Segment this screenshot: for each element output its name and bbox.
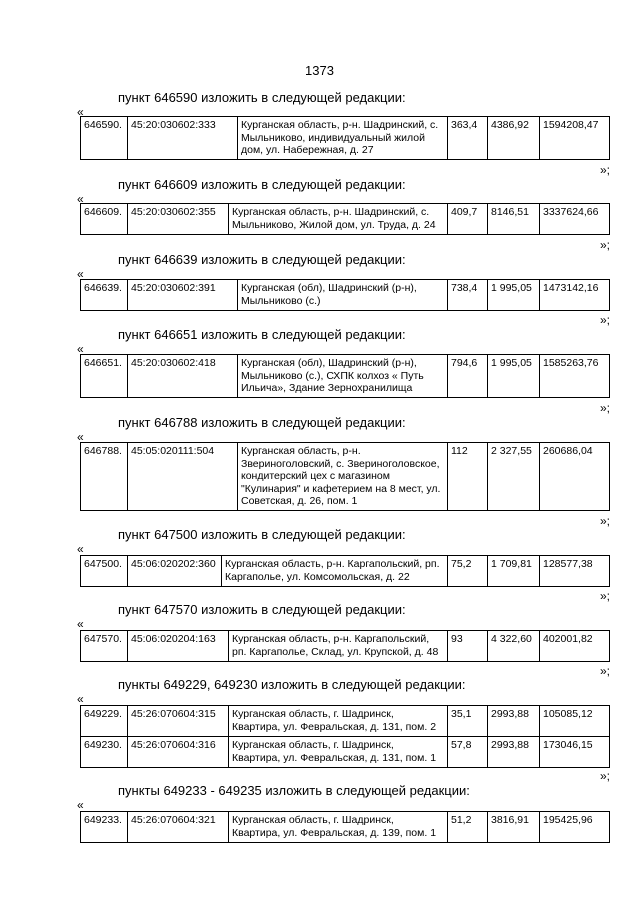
entry-table [80,630,610,662]
specific-value: 8146,51 [488,204,540,235]
area: 57,8 [448,737,488,768]
row-number: 647500. [81,556,128,587]
section-intro: пункт 646609 изложить в следующей редакции: [118,177,406,192]
cadastral-value: 3337624,66 [540,204,610,235]
quote-open: « [77,617,84,631]
section-intro: пункт 647570 изложить в следующей редакции: [118,602,406,617]
quote-close: »; [600,163,611,177]
area: 51,2 [448,812,488,843]
entry-table [80,705,610,768]
quote-open: « [77,798,84,812]
specific-value: 2 327,55 [488,443,540,511]
address: Курганская область, р-н. Шадринский, с. Мыльниково, индивидуальный жилой дом, ул. Набережная, д. 27 [238,117,448,160]
entry-table [80,442,610,511]
specific-value: 4386,92 [488,117,540,160]
area: 794,6 [448,355,488,398]
area: 75,2 [448,556,488,587]
table-row [81,556,610,587]
table-row [81,737,610,768]
entry-table [80,555,610,587]
section-intro: пункт 646639 изложить в следующей редакции: [118,252,406,267]
quote-close: »; [600,514,611,528]
entry-table [80,354,610,398]
area: 363,4 [448,117,488,160]
address: Курганская область, г. Шадринск, Квартира, ул. Февральская, д. 131, пом. 2 [229,706,448,737]
specific-value: 1 995,05 [488,355,540,398]
specific-value: 4 322,60 [488,631,540,662]
entry-table [80,279,610,311]
specific-value: 1 995,05 [488,280,540,311]
address: Курганская область, р-н. Звериноголовский, с. Звериноголовское, кондитерский цех с магазином "Кулинария" и кафетерием на 8 мест, ул. Советская, д. 26, пом. 1 [238,443,448,511]
section-intro: пункты 649233 - 649235 изложить в следующей редакции: [118,783,470,798]
cadastral-value: 128577,38 [540,556,610,587]
cadastral-value: 195425,96 [540,812,610,843]
quote-close: »; [600,589,611,603]
area: 738,4 [448,280,488,311]
address: Курганская область, р-н. Каргапольский, рп. Каргаполье, ул. Комсомольская, д. 22 [222,556,448,587]
cadastral-number: 45:26:070604:321 [128,812,229,843]
cadastral-number: 45:26:070604:315 [128,706,229,737]
address: Курганская область, г. Шадринск, Квартира, ул. Февральская, д. 131, пом. 1 [229,737,448,768]
quote-open: « [77,105,84,119]
cadastral-number: 45:20:030602:355 [128,204,229,235]
quote-close: »; [600,664,611,678]
section-intro: пункт 647500 изложить в следующей редакции: [118,527,406,542]
row-number: 646609. [81,204,128,235]
cadastral-value: 1585263,76 [540,355,610,398]
table-row [81,706,610,737]
quote-open: « [77,542,84,556]
specific-value: 1 709,81 [488,556,540,587]
address: Курганская (обл), Шадринский (р-н), Мыльниково (с.), СХПК колхоз « Путь Ильича», Здание Зернохранилища [238,355,448,398]
section-intro: пункт 646788 изложить в следующей редакции: [118,415,406,430]
row-number: 649233. [81,812,128,843]
table-row [81,280,610,311]
quote-open: « [77,192,84,206]
cadastral-number: 45:06:020202:360 [128,556,222,587]
cadastral-number: 45:05:020111:504 [128,443,238,511]
cadastral-value: 173046,15 [540,737,610,768]
cadastral-value: 1473142,16 [540,280,610,311]
section-intro: пункт 646651 изложить в следующей редакции: [118,327,406,342]
row-number: 649230. [81,737,128,768]
quote-close: »; [600,313,611,327]
section-intro: пункты 649229, 649230 изложить в следующей редакции: [118,677,466,692]
entry-table [80,811,610,843]
table-row [81,355,610,398]
table-row [81,631,610,662]
section-intro: пункт 646590 изложить в следующей редакции: [118,90,406,105]
entry-table [80,203,610,235]
area: 93 [448,631,488,662]
row-number: 646651. [81,355,128,398]
address: Курганская область, р-н. Каргапольский, рп. Каргаполье, Склад, ул. Крупской, д. 48 [229,631,448,662]
table-row [81,204,610,235]
table-row [81,117,610,160]
quote-close: »; [600,401,611,415]
cadastral-value: 260686,04 [540,443,610,511]
address: Курганская (обл), Шадринский (р-н), Мыльниково (с.) [238,280,448,311]
row-number: 647570. [81,631,128,662]
specific-value: 2993,88 [488,706,540,737]
cadastral-value: 105085,12 [540,706,610,737]
area: 112 [448,443,488,511]
table-row [81,443,610,511]
address: Курганская область, р-н. Шадринский, с. Мыльниково, Жилой дом, ул. Труда, д. 24 [229,204,448,235]
quote-open: « [77,430,84,444]
area: 409,7 [448,204,488,235]
row-number: 646788. [81,443,128,511]
area: 35,1 [448,706,488,737]
cadastral-number: 45:06:020204:163 [128,631,229,662]
quote-close: »; [600,769,611,783]
table-row [81,812,610,843]
quote-open: « [77,267,84,281]
page-number: 1373 [305,63,334,78]
quote-close: »; [600,238,611,252]
cadastral-value: 402001,82 [540,631,610,662]
cadastral-number: 45:20:030602:333 [128,117,238,160]
row-number: 646639. [81,280,128,311]
row-number: 649229. [81,706,128,737]
specific-value: 2993,88 [488,737,540,768]
quote-open: « [77,342,84,356]
entry-table [80,116,610,160]
address: Курганская область, г. Шадринск, Квартира, ул. Февральская, д. 139, пом. 1 [229,812,448,843]
cadastral-number: 45:20:030602:418 [128,355,238,398]
quote-open: « [77,692,84,706]
cadastral-value: 1594208,47 [540,117,610,160]
cadastral-number: 45:26:070604:316 [128,737,229,768]
row-number: 646590. [81,117,128,160]
cadastral-number: 45:20:030602:391 [128,280,238,311]
specific-value: 3816,91 [488,812,540,843]
